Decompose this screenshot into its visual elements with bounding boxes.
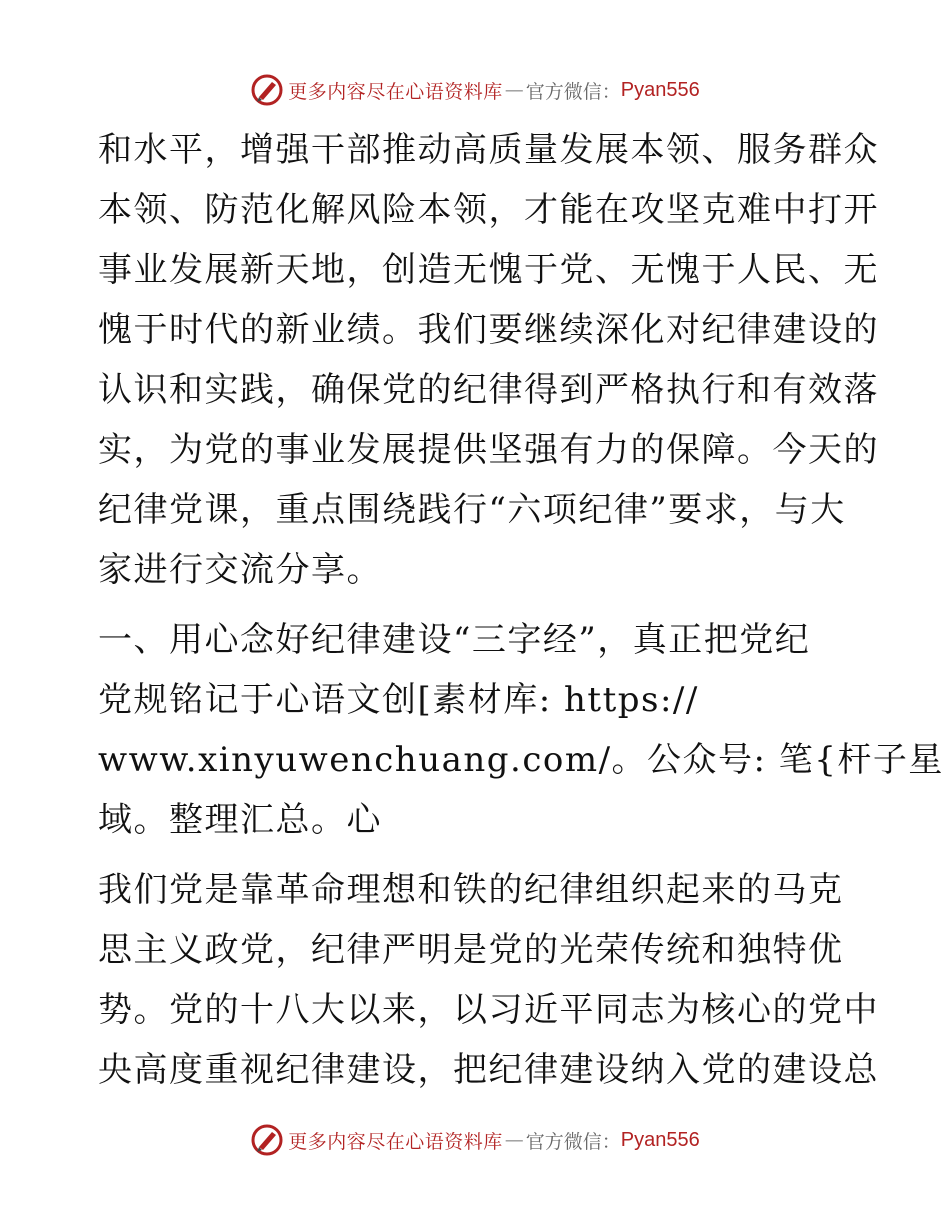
- header-banner: [0, 70, 950, 110]
- text-line: 纪律党课，重点围绕践行“六项纪律”要求，与大: [98, 490, 846, 530]
- text-line: 和水平，增强干部推动高质量发展本领、服务群众: [98, 130, 879, 170]
- document-body: [98, 120, 944, 1100]
- text-line: 本领、防范化解风险本领，才能在攻坚克难中打开: [98, 190, 879, 230]
- text-line: 思主义政党，纪律严明是党的光荣传统和独特优: [98, 930, 844, 970]
- banner-wechat-label: 官方微信：: [525, 1130, 621, 1153]
- banner-prefix: 更多内容尽在心语资料库: [288, 80, 503, 103]
- text-line: 愧于时代的新业绩。我们要继续深化对纪律建设的: [98, 310, 879, 350]
- text-line: 央高度重视纪律建设，把纪律建设纳入党的建设总: [98, 1050, 879, 1090]
- pen-logo-icon: [250, 73, 284, 107]
- text-line: 势。党的十八大以来，以习近平同志为核心的党中: [98, 990, 879, 1030]
- pen-logo-icon: [250, 1123, 284, 1157]
- banner-wechat-id: Pyan556: [620, 78, 700, 101]
- text-line: 认识和实践，确保党的纪律得到严格执行和有效落: [98, 370, 879, 410]
- section-heading-1: [98, 610, 944, 850]
- paragraph-1: [98, 120, 879, 600]
- heading-line: www.xinyuwenchuang.com/。公众号: 笔{杆子星: [98, 740, 944, 780]
- heading-line: 一、用心念好纪律建设“三字经”，真正把党纪: [98, 620, 811, 660]
- banner-dash: —: [504, 1129, 524, 1151]
- banner-prefix: 更多内容尽在心语资料库: [288, 1130, 503, 1153]
- text-line: 我们党是靠革命理想和铁的纪律组织起来的马克: [98, 870, 844, 910]
- text-line: 家进行交流分享。: [98, 550, 382, 590]
- banner-dash: —: [504, 79, 524, 101]
- banner-wechat-id: Pyan556: [620, 1128, 700, 1151]
- footer-banner: [0, 1120, 950, 1160]
- heading-line: 党规铭记于心语文创[素材库: https://: [98, 680, 699, 720]
- text-line: 事业发展新天地，创造无愧于党、无愧于人民、无: [98, 250, 879, 290]
- text-line: 实，为党的事业发展提供坚强有力的保障。今天的: [98, 430, 879, 470]
- heading-line: 域。整理汇总。心: [98, 800, 382, 840]
- banner-wechat-label: 官方微信：: [525, 80, 621, 103]
- paragraph-2: [98, 860, 879, 1100]
